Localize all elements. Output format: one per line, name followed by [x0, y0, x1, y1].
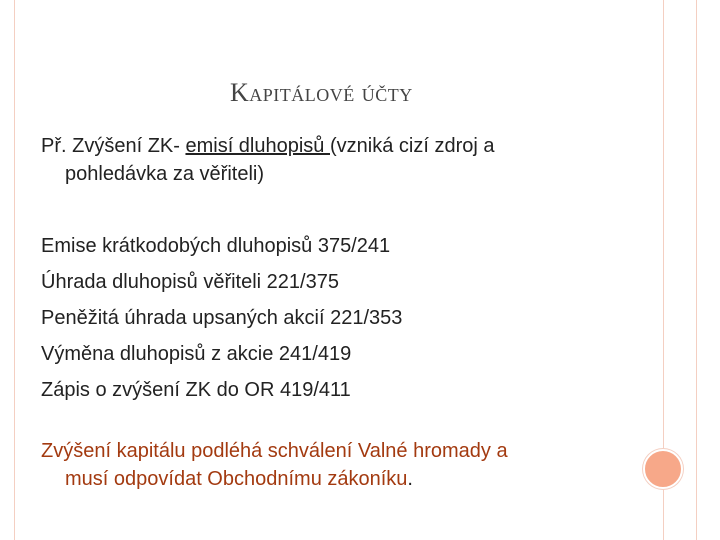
slide-title: Kapitálové účty [230, 78, 413, 107]
intro-underlined: emisí dluhopisů [185, 135, 330, 157]
note-line-1: Zvýšení kapitálu podléhá schválení Valné hromady a [41, 440, 508, 462]
entry-line: Emise krátkodobých dluhopisů 375/241 [41, 235, 391, 257]
intro-paragraph [41, 132, 621, 188]
note-line-2: musí odpovídat Obchodnímu zákoníku [65, 468, 408, 490]
note-end: . [407, 468, 413, 490]
entry-line: Úhrada dluhopisů věřiteli 221/375 [41, 271, 339, 293]
note-paragraph [41, 437, 621, 493]
note-line-2-wrap [41, 465, 621, 493]
intro-prefix: Př. Zvýšení ZK- [41, 135, 186, 157]
entries-list [41, 228, 621, 408]
intro-line-2: pohledávka za věřiteli) [65, 163, 264, 185]
entry-line: Výměna dluhopisů z akcie 241/419 [41, 343, 352, 365]
decorative-circle-icon [643, 449, 683, 489]
intro-suffix: (vzniká cizí zdroj a [330, 135, 495, 157]
entry-line: Peněžitá úhrada upsaných akcií 221/353 [41, 307, 403, 329]
entry-line: Zápis o zvýšení ZK do OR 419/411 [41, 379, 351, 401]
